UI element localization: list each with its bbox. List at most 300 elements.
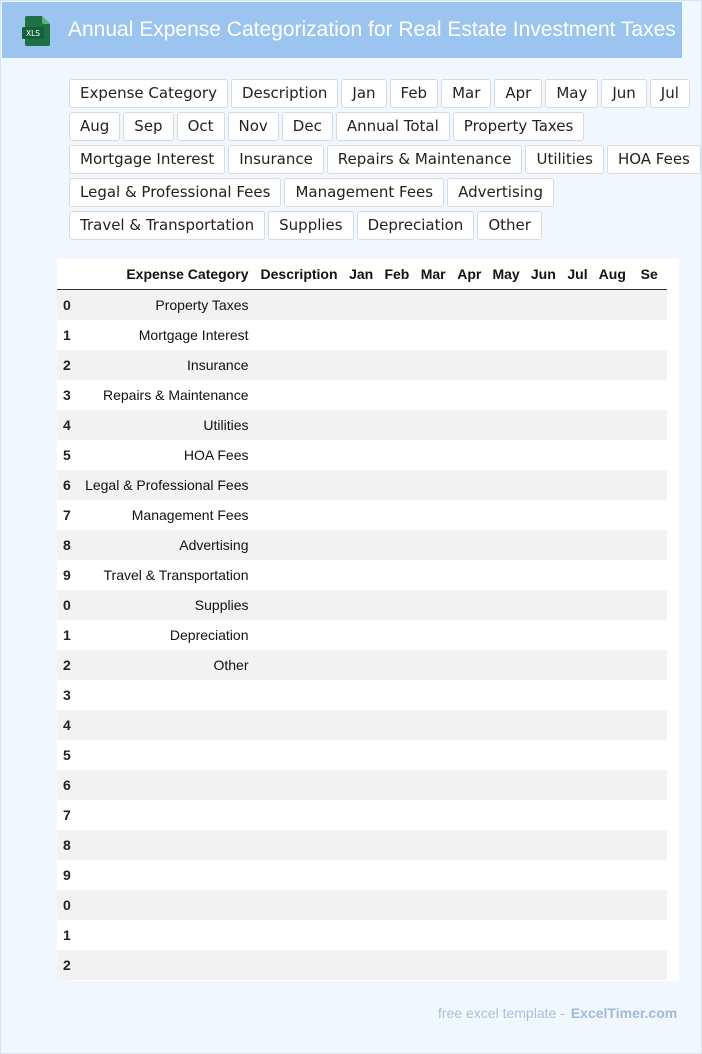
value-cell[interactable] (525, 590, 562, 620)
value-cell[interactable] (593, 650, 631, 680)
value-cell[interactable] (631, 710, 667, 740)
row-index-cell[interactable]: 8 (57, 530, 73, 560)
value-cell[interactable] (415, 380, 451, 410)
row-index-cell[interactable]: 0 (57, 590, 73, 620)
footer-brand-link[interactable]: ExcelTimer.com (570, 1005, 678, 1021)
value-cell[interactable] (631, 470, 667, 500)
category-cell[interactable]: Legal & Professional Fees (73, 470, 255, 500)
value-cell[interactable] (525, 410, 562, 440)
value-cell[interactable] (255, 950, 344, 980)
category-cell[interactable]: Repairs & Maintenance (73, 380, 255, 410)
value-cell[interactable] (525, 470, 562, 500)
value-cell[interactable] (379, 560, 415, 590)
row-index-cell[interactable]: 7 (57, 500, 73, 530)
category-cell[interactable]: Other (73, 650, 255, 680)
value-cell[interactable] (562, 320, 593, 350)
value-cell[interactable] (255, 770, 344, 800)
category-cell[interactable] (73, 710, 255, 740)
value-cell[interactable] (379, 950, 415, 980)
value-cell[interactable] (525, 860, 562, 890)
value-cell[interactable] (255, 500, 344, 530)
row-index-cell[interactable]: 5 (57, 740, 73, 770)
value-cell[interactable] (344, 800, 379, 830)
value-cell[interactable] (562, 740, 593, 770)
value-cell[interactable] (451, 410, 487, 440)
row-index-cell[interactable]: 8 (57, 830, 73, 860)
value-cell[interactable] (344, 410, 379, 440)
value-cell[interactable] (451, 920, 487, 950)
value-cell[interactable] (487, 740, 524, 770)
value-cell[interactable] (379, 380, 415, 410)
value-cell[interactable] (525, 620, 562, 650)
value-cell[interactable] (487, 290, 524, 321)
category-cell[interactable]: Travel & Transportation (73, 560, 255, 590)
value-cell[interactable] (451, 710, 487, 740)
value-cell[interactable] (415, 620, 451, 650)
row-index-cell[interactable]: 6 (57, 770, 73, 800)
value-cell[interactable] (415, 560, 451, 590)
value-cell[interactable] (631, 530, 667, 560)
column-chip[interactable]: Legal & Professional Fees (69, 178, 281, 207)
value-cell[interactable] (631, 500, 667, 530)
value-cell[interactable] (255, 350, 344, 380)
value-cell[interactable] (415, 800, 451, 830)
value-cell[interactable] (525, 530, 562, 560)
value-cell[interactable] (415, 530, 451, 560)
value-cell[interactable] (487, 920, 524, 950)
value-cell[interactable] (525, 920, 562, 950)
value-cell[interactable] (344, 860, 379, 890)
value-cell[interactable] (379, 740, 415, 770)
value-cell[interactable] (562, 680, 593, 710)
row-index-cell[interactable]: 9 (57, 860, 73, 890)
row-index-cell[interactable]: 1 (57, 320, 73, 350)
value-cell[interactable] (451, 500, 487, 530)
value-cell[interactable] (451, 470, 487, 500)
value-cell[interactable] (255, 560, 344, 590)
value-cell[interactable] (487, 380, 524, 410)
category-cell[interactable]: Mortgage Interest (73, 320, 255, 350)
row-index-cell[interactable]: 5 (57, 440, 73, 470)
value-cell[interactable] (344, 620, 379, 650)
value-cell[interactable] (562, 290, 593, 321)
value-cell[interactable] (415, 650, 451, 680)
value-cell[interactable] (593, 740, 631, 770)
value-cell[interactable] (379, 290, 415, 321)
value-cell[interactable] (487, 620, 524, 650)
value-cell[interactable] (344, 650, 379, 680)
category-cell[interactable]: Management Fees (73, 500, 255, 530)
value-cell[interactable] (525, 650, 562, 680)
value-cell[interactable] (562, 890, 593, 920)
value-cell[interactable] (525, 500, 562, 530)
column-chip[interactable]: Feb (390, 79, 439, 108)
column-header[interactable] (57, 259, 73, 290)
column-chip[interactable]: Dec (282, 112, 333, 141)
value-cell[interactable] (631, 680, 667, 710)
value-cell[interactable] (344, 770, 379, 800)
value-cell[interactable] (415, 770, 451, 800)
value-cell[interactable] (451, 440, 487, 470)
value-cell[interactable] (487, 440, 524, 470)
value-cell[interactable] (562, 350, 593, 380)
value-cell[interactable] (344, 590, 379, 620)
category-cell[interactable] (73, 830, 255, 860)
value-cell[interactable] (562, 830, 593, 860)
column-chip[interactable]: Expense Category (69, 79, 228, 108)
category-cell[interactable] (73, 770, 255, 800)
column-chip[interactable]: Utilities (525, 145, 603, 174)
value-cell[interactable] (562, 770, 593, 800)
value-cell[interactable] (487, 800, 524, 830)
value-cell[interactable] (525, 740, 562, 770)
value-cell[interactable] (525, 800, 562, 830)
row-index-cell[interactable]: 9 (57, 560, 73, 590)
column-chip[interactable]: Nov (228, 112, 279, 141)
value-cell[interactable] (487, 500, 524, 530)
column-chip[interactable]: HOA Fees (607, 145, 701, 174)
value-cell[interactable] (344, 290, 379, 321)
column-header[interactable]: Jun (525, 259, 562, 290)
value-cell[interactable] (631, 860, 667, 890)
value-cell[interactable] (255, 380, 344, 410)
row-index-cell[interactable]: 4 (57, 410, 73, 440)
category-cell[interactable]: HOA Fees (73, 440, 255, 470)
value-cell[interactable] (451, 590, 487, 620)
value-cell[interactable] (487, 680, 524, 710)
category-cell[interactable] (73, 860, 255, 890)
value-cell[interactable] (344, 680, 379, 710)
category-cell[interactable] (73, 920, 255, 950)
value-cell[interactable] (593, 830, 631, 860)
value-cell[interactable] (593, 470, 631, 500)
row-index-cell[interactable]: 6 (57, 470, 73, 500)
value-cell[interactable] (255, 620, 344, 650)
column-header[interactable]: Jan (344, 259, 379, 290)
value-cell[interactable] (379, 350, 415, 380)
value-cell[interactable] (379, 680, 415, 710)
value-cell[interactable] (487, 350, 524, 380)
column-header[interactable]: Description (255, 259, 344, 290)
value-cell[interactable] (487, 320, 524, 350)
value-cell[interactable] (255, 320, 344, 350)
value-cell[interactable] (525, 380, 562, 410)
column-chip[interactable]: Property Taxes (453, 112, 585, 141)
value-cell[interactable] (379, 500, 415, 530)
value-cell[interactable] (525, 770, 562, 800)
value-cell[interactable] (562, 530, 593, 560)
value-cell[interactable] (487, 770, 524, 800)
value-cell[interactable] (379, 710, 415, 740)
value-cell[interactable] (451, 890, 487, 920)
value-cell[interactable] (415, 920, 451, 950)
value-cell[interactable] (562, 410, 593, 440)
value-cell[interactable] (487, 560, 524, 590)
value-cell[interactable] (255, 290, 344, 321)
value-cell[interactable] (255, 650, 344, 680)
value-cell[interactable] (593, 560, 631, 590)
value-cell[interactable] (562, 440, 593, 470)
column-chip[interactable]: Depreciation (357, 211, 475, 240)
value-cell[interactable] (593, 620, 631, 650)
value-cell[interactable] (255, 470, 344, 500)
row-index-cell[interactable]: 4 (57, 710, 73, 740)
value-cell[interactable] (487, 860, 524, 890)
value-cell[interactable] (631, 320, 667, 350)
value-cell[interactable] (631, 440, 667, 470)
value-cell[interactable] (593, 440, 631, 470)
category-cell[interactable] (73, 800, 255, 830)
column-header[interactable]: Expense Category (73, 259, 255, 290)
value-cell[interactable] (593, 590, 631, 620)
value-cell[interactable] (344, 710, 379, 740)
row-index-cell[interactable]: 3 (57, 680, 73, 710)
column-chip[interactable]: Insurance (228, 145, 324, 174)
value-cell[interactable] (379, 410, 415, 440)
value-cell[interactable] (255, 590, 344, 620)
column-chip[interactable]: Mortgage Interest (69, 145, 225, 174)
value-cell[interactable] (487, 710, 524, 740)
value-cell[interactable] (525, 290, 562, 321)
value-cell[interactable] (631, 620, 667, 650)
value-cell[interactable] (525, 710, 562, 740)
value-cell[interactable] (379, 650, 415, 680)
column-chip[interactable]: Oct (177, 112, 225, 141)
column-chip[interactable]: Sep (123, 112, 173, 141)
column-chip[interactable]: Advertising (447, 178, 554, 207)
value-cell[interactable] (593, 950, 631, 980)
value-cell[interactable] (562, 500, 593, 530)
value-cell[interactable] (593, 920, 631, 950)
value-cell[interactable] (593, 860, 631, 890)
value-cell[interactable] (451, 380, 487, 410)
value-cell[interactable] (379, 440, 415, 470)
value-cell[interactable] (593, 500, 631, 530)
value-cell[interactable] (451, 770, 487, 800)
value-cell[interactable] (562, 860, 593, 890)
value-cell[interactable] (451, 320, 487, 350)
value-cell[interactable] (562, 920, 593, 950)
value-cell[interactable] (593, 290, 631, 321)
value-cell[interactable] (631, 830, 667, 860)
value-cell[interactable] (631, 380, 667, 410)
value-cell[interactable] (344, 920, 379, 950)
value-cell[interactable] (379, 530, 415, 560)
value-cell[interactable] (379, 470, 415, 500)
value-cell[interactable] (562, 470, 593, 500)
value-cell[interactable] (487, 590, 524, 620)
row-index-cell[interactable]: 0 (57, 290, 73, 321)
value-cell[interactable] (451, 530, 487, 560)
value-cell[interactable] (255, 710, 344, 740)
column-chip[interactable]: Jun (601, 79, 646, 108)
row-index-cell[interactable]: 3 (57, 380, 73, 410)
value-cell[interactable] (631, 350, 667, 380)
column-header[interactable]: Aug (593, 259, 631, 290)
value-cell[interactable] (525, 440, 562, 470)
value-cell[interactable] (344, 440, 379, 470)
column-header[interactable]: Mar (415, 259, 451, 290)
value-cell[interactable] (344, 560, 379, 590)
value-cell[interactable] (379, 770, 415, 800)
value-cell[interactable] (451, 740, 487, 770)
value-cell[interactable] (487, 830, 524, 860)
value-cell[interactable] (631, 590, 667, 620)
value-cell[interactable] (415, 890, 451, 920)
category-cell[interactable] (73, 950, 255, 980)
value-cell[interactable] (344, 380, 379, 410)
value-cell[interactable] (525, 320, 562, 350)
value-cell[interactable] (451, 560, 487, 590)
value-cell[interactable] (525, 950, 562, 980)
value-cell[interactable] (631, 560, 667, 590)
value-cell[interactable] (562, 950, 593, 980)
value-cell[interactable] (451, 350, 487, 380)
column-chip[interactable]: May (545, 79, 598, 108)
column-chip[interactable]: Mar (441, 79, 491, 108)
row-index-cell[interactable]: 7 (57, 800, 73, 830)
row-index-cell[interactable]: 1 (57, 620, 73, 650)
column-chip[interactable]: Annual Total (336, 112, 450, 141)
column-chip[interactable]: Apr (494, 79, 542, 108)
value-cell[interactable] (344, 350, 379, 380)
value-cell[interactable] (593, 770, 631, 800)
column-chip[interactable]: Description (231, 79, 338, 108)
value-cell[interactable] (415, 410, 451, 440)
value-cell[interactable] (451, 860, 487, 890)
column-header[interactable]: Feb (379, 259, 415, 290)
value-cell[interactable] (344, 320, 379, 350)
column-chip[interactable]: Other (477, 211, 542, 240)
value-cell[interactable] (344, 470, 379, 500)
value-cell[interactable] (631, 770, 667, 800)
value-cell[interactable] (415, 320, 451, 350)
value-cell[interactable] (344, 830, 379, 860)
category-cell[interactable]: Depreciation (73, 620, 255, 650)
row-index-cell[interactable]: 2 (57, 350, 73, 380)
value-cell[interactable] (525, 350, 562, 380)
value-cell[interactable] (562, 380, 593, 410)
value-cell[interactable] (451, 830, 487, 860)
value-cell[interactable] (525, 830, 562, 860)
value-cell[interactable] (344, 890, 379, 920)
value-cell[interactable] (415, 950, 451, 980)
category-cell[interactable]: Advertising (73, 530, 255, 560)
value-cell[interactable] (415, 860, 451, 890)
value-cell[interactable] (451, 620, 487, 650)
value-cell[interactable] (631, 290, 667, 321)
value-cell[interactable] (593, 530, 631, 560)
value-cell[interactable] (344, 500, 379, 530)
value-cell[interactable] (344, 740, 379, 770)
value-cell[interactable] (593, 320, 631, 350)
value-cell[interactable] (415, 590, 451, 620)
value-cell[interactable] (487, 890, 524, 920)
category-cell[interactable] (73, 740, 255, 770)
column-chip[interactable]: Repairs & Maintenance (327, 145, 523, 174)
value-cell[interactable] (255, 860, 344, 890)
value-cell[interactable] (487, 950, 524, 980)
column-chip[interactable]: Management Fees (284, 178, 444, 207)
value-cell[interactable] (451, 950, 487, 980)
category-cell[interactable]: Property Taxes (73, 290, 255, 321)
value-cell[interactable] (525, 890, 562, 920)
value-cell[interactable] (255, 410, 344, 440)
value-cell[interactable] (379, 920, 415, 950)
value-cell[interactable] (631, 950, 667, 980)
value-cell[interactable] (487, 530, 524, 560)
row-index-cell[interactable]: 0 (57, 890, 73, 920)
value-cell[interactable] (379, 860, 415, 890)
value-cell[interactable] (631, 920, 667, 950)
value-cell[interactable] (379, 800, 415, 830)
value-cell[interactable] (562, 620, 593, 650)
value-cell[interactable] (415, 470, 451, 500)
value-cell[interactable] (593, 710, 631, 740)
value-cell[interactable] (255, 530, 344, 560)
column-chip[interactable]: Jan (341, 79, 386, 108)
category-cell[interactable]: Utilities (73, 410, 255, 440)
category-cell[interactable] (73, 680, 255, 710)
value-cell[interactable] (562, 590, 593, 620)
value-cell[interactable] (593, 680, 631, 710)
value-cell[interactable] (451, 650, 487, 680)
value-cell[interactable] (487, 410, 524, 440)
value-cell[interactable] (255, 890, 344, 920)
value-cell[interactable] (415, 440, 451, 470)
value-cell[interactable] (487, 470, 524, 500)
column-header[interactable]: Se (631, 259, 667, 290)
value-cell[interactable] (379, 890, 415, 920)
value-cell[interactable] (255, 440, 344, 470)
value-cell[interactable] (379, 620, 415, 650)
value-cell[interactable] (415, 290, 451, 321)
value-cell[interactable] (631, 740, 667, 770)
value-cell[interactable] (631, 890, 667, 920)
value-cell[interactable] (379, 590, 415, 620)
value-cell[interactable] (255, 800, 344, 830)
column-chip[interactable]: Jul (650, 79, 690, 108)
value-cell[interactable] (451, 290, 487, 321)
value-cell[interactable] (525, 680, 562, 710)
category-cell[interactable]: Supplies (73, 590, 255, 620)
value-cell[interactable] (593, 350, 631, 380)
value-cell[interactable] (525, 560, 562, 590)
value-cell[interactable] (631, 410, 667, 440)
value-cell[interactable] (487, 650, 524, 680)
value-cell[interactable] (255, 680, 344, 710)
category-cell[interactable] (73, 890, 255, 920)
value-cell[interactable] (415, 740, 451, 770)
value-cell[interactable] (415, 710, 451, 740)
column-header[interactable]: Apr (451, 259, 487, 290)
column-chip[interactable]: Travel & Transportation (69, 211, 265, 240)
value-cell[interactable] (593, 380, 631, 410)
value-cell[interactable] (562, 560, 593, 590)
value-cell[interactable] (562, 650, 593, 680)
value-cell[interactable] (593, 890, 631, 920)
row-index-cell[interactable]: 2 (57, 950, 73, 980)
value-cell[interactable] (344, 530, 379, 560)
value-cell[interactable] (415, 500, 451, 530)
value-cell[interactable] (631, 800, 667, 830)
column-chip[interactable]: Aug (69, 112, 120, 141)
value-cell[interactable] (379, 320, 415, 350)
value-cell[interactable] (593, 410, 631, 440)
value-cell[interactable] (451, 800, 487, 830)
value-cell[interactable] (562, 800, 593, 830)
value-cell[interactable] (415, 680, 451, 710)
